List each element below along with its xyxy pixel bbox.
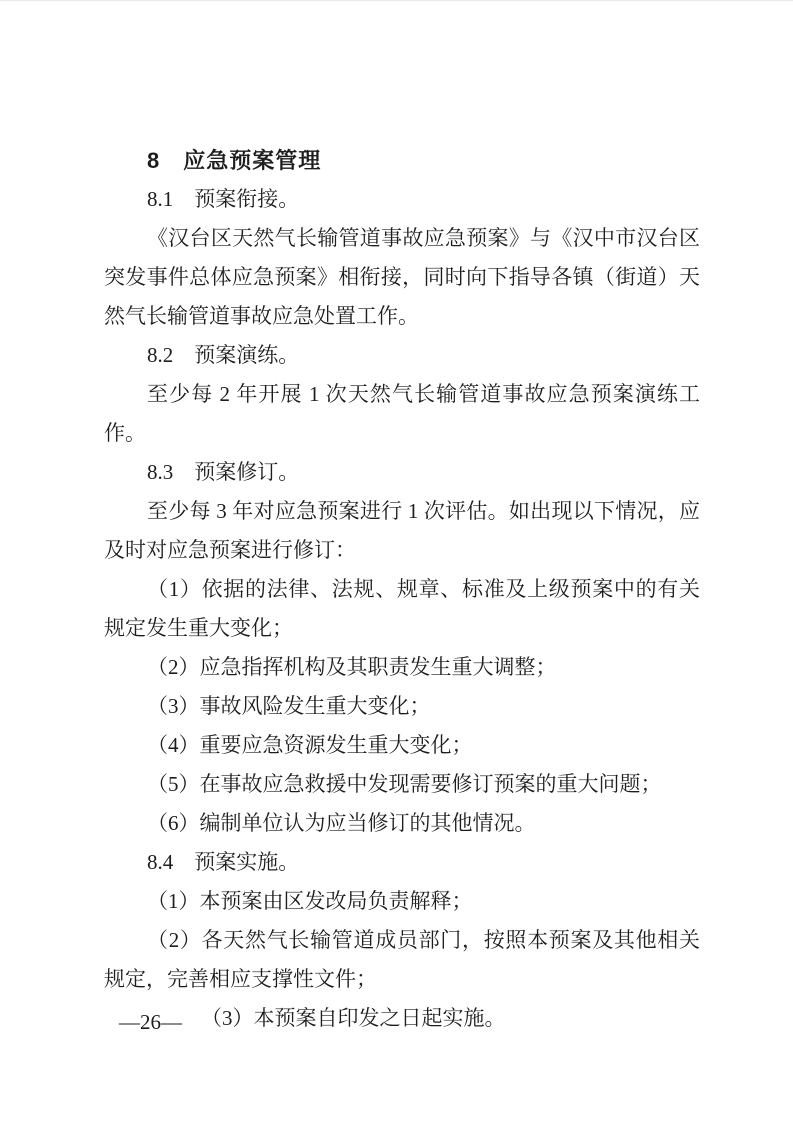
list-item-implementation-2: （2）各天然气长输管道成员部门，按照本预案及其他相关规定，完善相应支撑性文件； xyxy=(104,928,700,991)
paragraph-subsection-8-2: 8.2 预案演练。 xyxy=(147,343,300,367)
section-heading: 8 应急预案管理 xyxy=(147,148,322,173)
paragraph-subsection-8-4: 8.4 预案实施。 xyxy=(147,850,300,874)
paragraph-plan-linkage: 《汉台区天然气长输管道事故应急预案》与《汉中市汉台区突发事件总体应急预案》相衔接，同时向下指导各镇（街道）天然气长输管道事故应急处置工作。 xyxy=(104,226,700,328)
list-item-revision-1: （1）依据的法律、法规、规章、标准及上级预案中的有关规定发生重大变化； xyxy=(104,577,700,640)
list-item-revision-2: （2）应急指挥机构及其职责发生重大调整； xyxy=(147,655,557,679)
list-item-implementation-1: （1）本预案由区发改局负责解释； xyxy=(147,889,473,913)
paragraph-subsection-8-3: 8.3 预案修订。 xyxy=(147,460,300,484)
list-item-revision-6: （6）编制单位认为应当修订的其他情况。 xyxy=(147,811,536,835)
list-item-implementation-3: （3）本预案自印发之日起实施。 xyxy=(201,1006,506,1030)
list-item-revision-3: （3）事故风险发生重大变化； xyxy=(147,694,431,718)
page-number: —26— xyxy=(119,1010,182,1034)
document-body xyxy=(104,141,700,1038)
paragraph-revision-intro: 至少每 3 年对应急预案进行 1 次评估。如出现以下情况，应及时对应急预案进行修订： xyxy=(104,499,700,562)
paragraph-subsection-8-1: 8.1 预案衔接。 xyxy=(147,187,300,211)
list-item-revision-4: （4）重要应急资源发生重大变化； xyxy=(147,733,473,757)
list-item-revision-5: （5）在事故应急救援中发现需要修订预案的重大问题； xyxy=(147,772,662,796)
paragraph-drill-frequency: 至少每 2 年开展 1 次天然气长输管道事故应急预案演练工作。 xyxy=(104,382,700,445)
